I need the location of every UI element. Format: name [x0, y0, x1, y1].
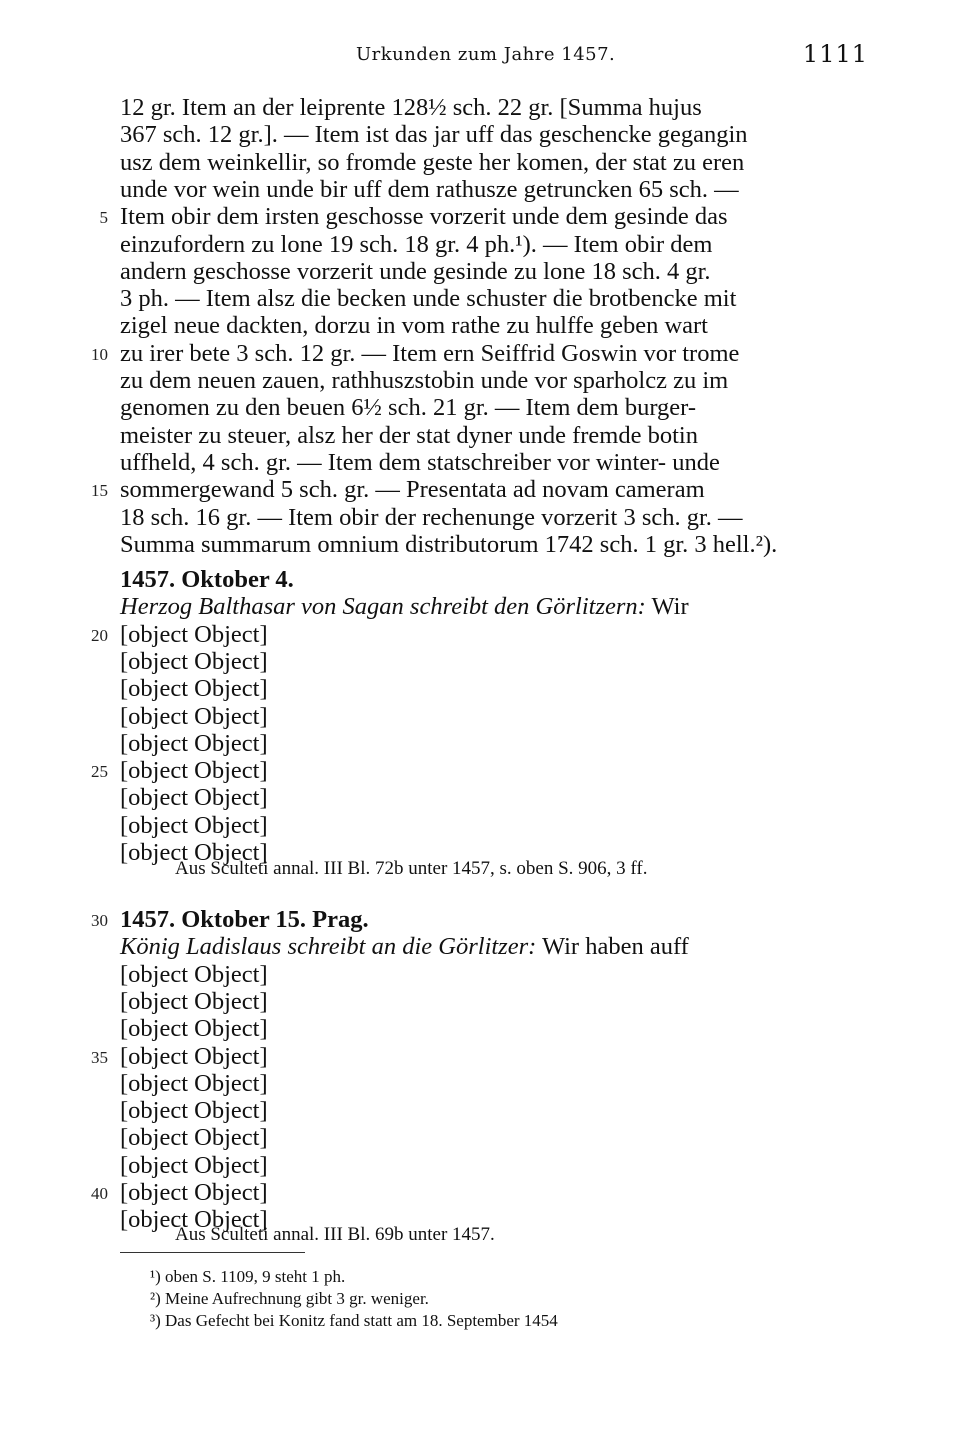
text-line: usz dem weinkellir, so fromde geste her komen, der stat zu eren	[120, 148, 745, 176]
text-line: zu dem neuen zauen, rathhuszstobin unde vor sparholcz zu im	[120, 367, 729, 394]
line-number: 20	[91, 625, 108, 645]
line-number: 30	[91, 911, 108, 930]
text-line: unde vor wein unde bir uff dem rathusze getruncken 65 sch. —	[120, 175, 739, 203]
line-number: 10	[91, 344, 108, 364]
text-line: uffheld, 4 sch. gr. — Item dem statschreiber vor winter- unde	[120, 448, 720, 476]
line-number: 15	[91, 481, 108, 501]
text-line: einzufordern zu lone 19 sch. 18 gr. 4 ph.¹). — Item obir dem	[120, 230, 713, 258]
line-text-part: Wir haben auff	[536, 933, 689, 961]
line-number: 5	[99, 208, 108, 228]
source-note: Aus Sculteti annal. III Bl. 72b unter 1457, s. oben S. 906, 3 ff.	[175, 858, 648, 879]
running-title: Urkunden zum Jahre 1457.	[356, 44, 616, 65]
footnote-rule	[120, 1252, 305, 1253]
source-note: Aus Sculteti annal. III Bl. 69b unter 1457.	[175, 1224, 495, 1245]
line-text-part: Wir	[645, 593, 689, 621]
footnote-1: ¹) oben S. 1109, 9 steht 1 ph.	[150, 1267, 346, 1286]
text-line: Summa summarum omnium distributorum 1742 sch. 1 gr. 3 hell.²).	[120, 530, 778, 558]
text-line: [object Object]	[120, 620, 268, 648]
line-number: 35	[91, 1047, 108, 1067]
text-line: [object Object]	[120, 811, 268, 839]
text-line: meister zu steuer, alsz her der stat dyner unde fremde botin	[120, 421, 698, 449]
text-line: 18 sch. 16 gr. — Item obir der rechenunge vorzerit 3 sch. gr. —	[120, 503, 743, 531]
text-line: [object Object]	[120, 1042, 268, 1070]
line-italic-part: Herzog Balthasar von Sagan schreibt den Görlitzern:	[120, 593, 646, 621]
text-line: zu irer bete 3 sch. 12 gr. — Item ern Seiffrid Goswin vor trome	[120, 339, 740, 367]
entry-heading: 1457. Oktober 15. Prag.	[120, 906, 369, 933]
text-line: Item obir dem irsten geschosse vorzerit unde dem gesinde das	[120, 203, 728, 231]
text-line: [object Object]	[120, 702, 268, 730]
line-number: 40	[91, 1184, 108, 1203]
text-line: [object Object]	[120, 1097, 268, 1125]
text-line: [object Object]	[120, 784, 268, 812]
text-line: [object Object]	[120, 1069, 268, 1097]
text-line: [object Object]	[120, 1151, 268, 1179]
footnote-2: ²) Meine Aufrechnung gibt 3 gr. weniger.	[150, 1289, 429, 1308]
text-line: [object Object]	[120, 960, 268, 988]
text-line: andern geschosse vorzerit unde gesinde zu lone 18 sch. 4 gr.	[120, 257, 711, 285]
text-line: sommergewand 5 sch. gr. — Presentata ad novam cameram	[120, 476, 705, 504]
text-line: [object Object]	[120, 1206, 268, 1234]
text-line: [object Object]	[120, 1179, 268, 1206]
line-number: 25	[91, 762, 108, 782]
text-line: 12 gr. Item an der leiprente 128½ sch. 22 gr. [Summa hujus	[120, 94, 702, 121]
text-line: 367 sch. 12 gr.]. — Item ist das jar uff das geschencke gegangin	[120, 121, 748, 149]
text-line: [object Object]	[120, 647, 268, 675]
text-line: 3 ph. — Item alsz die becken unde schuster die brotbencke mit	[120, 285, 737, 313]
running-head	[120, 40, 868, 78]
footnote-3: ³) Das Gefecht bei Konitz fand statt am 18. September 1454	[150, 1311, 558, 1330]
entry-heading: 1457. Oktober 4.	[120, 566, 294, 593]
text-line: [object Object]	[120, 757, 268, 785]
text-line: [object Object]	[120, 675, 268, 703]
text-line	[120, 593, 868, 621]
text-line: [object Object]	[120, 987, 268, 1015]
line-italic-part: König Ladislaus schreibt an die Görlitzer:	[120, 933, 537, 961]
text-line: [object Object]	[120, 1015, 268, 1043]
text-line: [object Object]	[120, 1124, 268, 1152]
text-line: [object Object]	[120, 729, 268, 757]
text-line: [object Object]	[120, 839, 268, 866]
text-line: genomen zu den beuen 6½ sch. 21 gr. — Item dem burger-	[120, 394, 697, 422]
text-line: zigel neue dackten, dorzu in vom rathe zu hulffe geben wart	[120, 312, 708, 340]
text-line	[120, 933, 868, 961]
page-number: 1111	[802, 40, 868, 68]
